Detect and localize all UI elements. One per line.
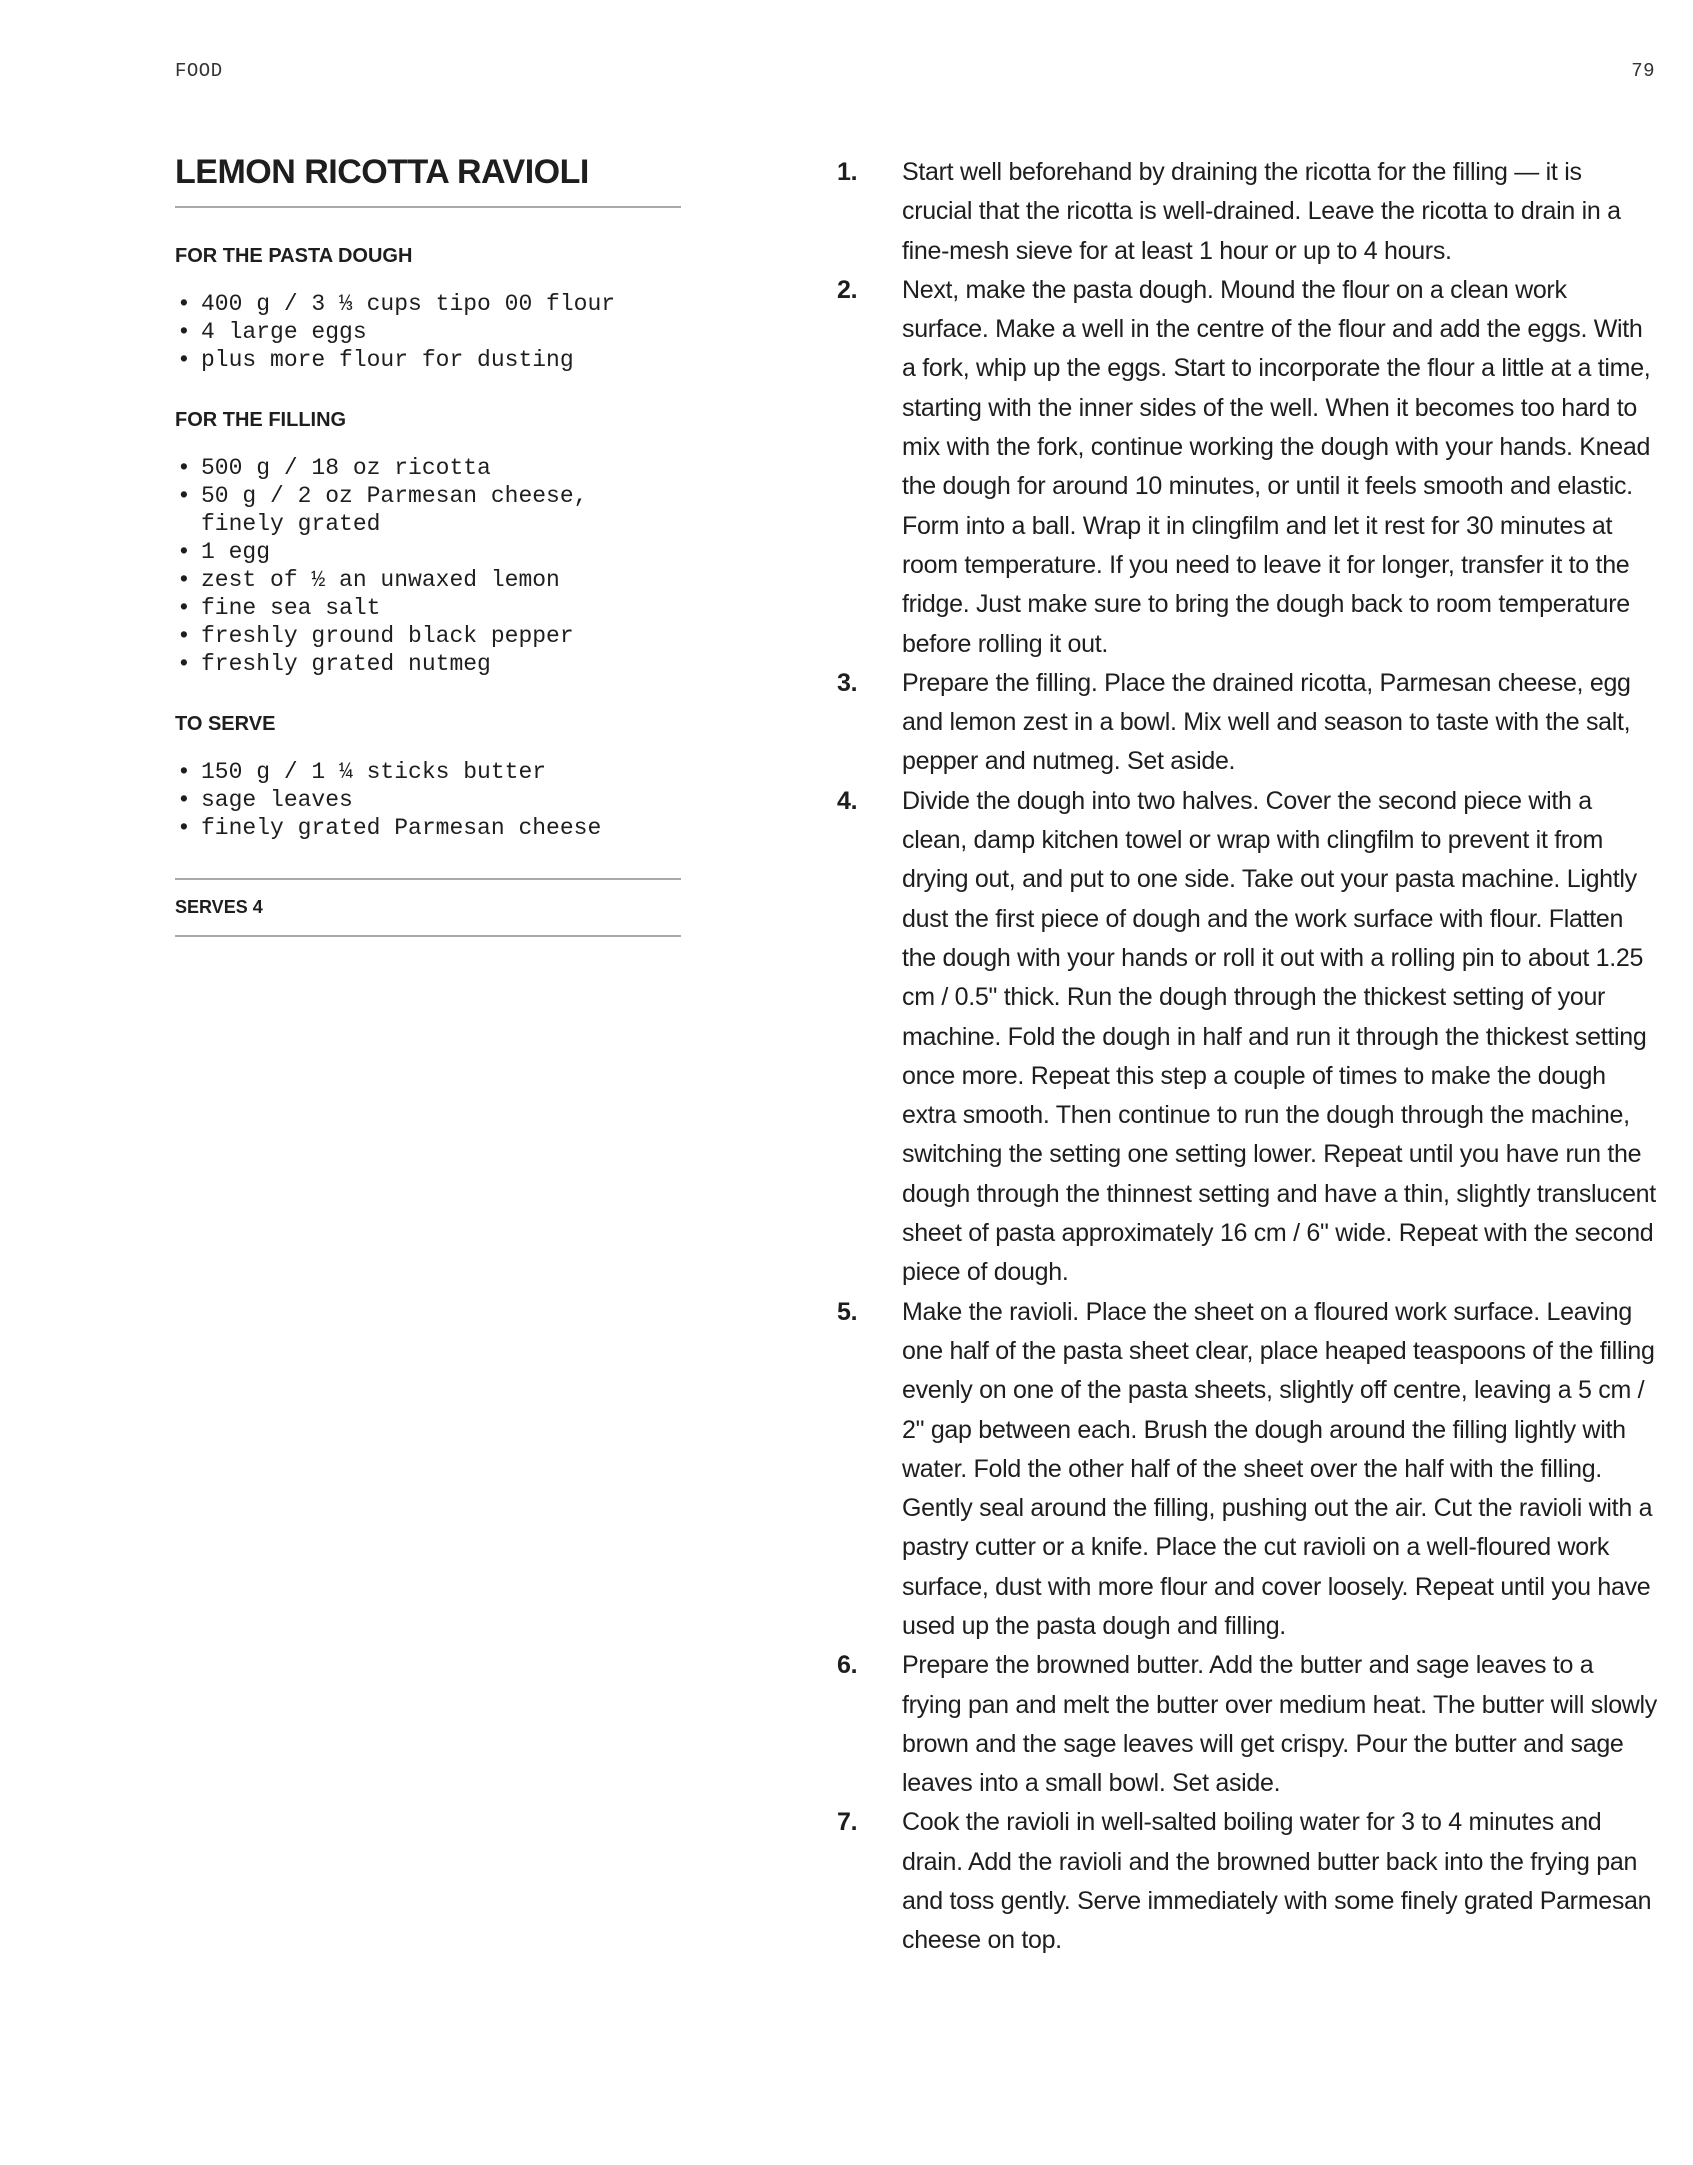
step-text: Prepare the filling. Place the drained ricotta, Parmesan cheese, egg and lemon zest in a bowl. Mix well and season to taste with the salt, pepper and nutmeg. Set aside. (902, 668, 1631, 776)
step-number: 4. (837, 786, 858, 815)
serves-box (175, 878, 681, 937)
ingredient-item: • 400 g / 3 ⅓ cups tipo 00 flour (175, 290, 681, 318)
section-heading: TO SERVE (175, 713, 276, 735)
step-number: 5. (837, 1297, 858, 1326)
step-number: 7. (837, 1808, 858, 1837)
method-steps (837, 153, 1657, 1961)
step-text: Next, make the pasta dough. Mound the flour on a clean work surface. Make a well in the centre of the flour and add the eggs. With a fork, whip up the eggs. Start to incorporate the flour a little at a time, starting with the inner sides of the well. When it becomes too hard to mix with the fork, continue working the dough with your hands. Knead the dough for around 10 minutes, or until it feels smooth and elastic. Form into a ball. Wrap it in clingfilm and let it rest for 30 minutes at room temperature. If you need to leave it for longer, transfer it to the fridge. Just make sure to bring the dough back to room temperature before rolling it out. (902, 275, 1651, 658)
step-text: Cook the ravioli in well-salted boiling water for 3 to 4 minutes and drain. Add the ravioli and the browned butter back into the frying pan and toss gently. Serve immediately with some finely grated Parmesan cheese on top. (902, 1808, 1652, 1955)
step-text: Start well beforehand by draining the ricotta for the filling — it is crucial that the ricotta is well-drained. Leave the ricotta to drain in a fine-mesh sieve for at least 1 hour or up to 4 hours. (902, 158, 1621, 265)
ingredient-list (175, 454, 681, 678)
ingredient-item: • freshly grated nutmeg (175, 650, 681, 678)
method-step (837, 271, 1657, 664)
section-heading: FOR THE FILLING (175, 409, 347, 431)
section-filling (175, 406, 681, 678)
method-step (837, 782, 1657, 1293)
ingredient-item: • fine sea salt (175, 594, 681, 622)
method-step (837, 664, 1657, 782)
ingredient-item: • 500 g / 18 oz ricotta (175, 454, 681, 482)
step-text: Make the ravioli. Place the sheet on a floured work surface. Leaving one half of the pasta sheet clear, place heaped teaspoons of the filling evenly on one of the pasta sheets, slightly off centre, leaving a 5 cm / 2" gap between each. Brush the dough around the filling lightly with water. Fold the other half of the sheet over the half with the filling. Gently seal around the filling, pushing out the air. Cut the ravioli with a pastry cutter or a knife. Place the cut ravioli on a well-floured work surface, dust with more flour and cover loosely. Repeat until you have used up the pasta dough and filling. (902, 1297, 1655, 1640)
ingredients-column (175, 148, 681, 937)
ingredient-item: • 4 large eggs (175, 318, 681, 346)
step-text: Prepare the browned butter. Add the butter and sage leaves to a frying pan and melt the butter over medium heat. The butter will slowly brown and the sage leaves will get crispy. Pour the butter and sage leaves into a small bowl. Set aside. (902, 1651, 1658, 1798)
step-number: 1. (837, 158, 858, 186)
ingredient-list (175, 290, 681, 374)
step-number: 6. (837, 1651, 858, 1680)
section-heading: FOR THE PASTA DOUGH (175, 245, 413, 267)
method-step (837, 1293, 1657, 1647)
method-step (837, 1646, 1657, 1803)
ingredient-item: • finely grated Parmesan cheese (175, 814, 681, 842)
section-to-serve (175, 710, 681, 842)
running-header-section: FOOD (175, 60, 223, 82)
step-number: 3. (837, 668, 858, 697)
method-step (837, 1803, 1657, 1960)
ingredient-item: • zest of ½ an unwaxed lemon (175, 566, 681, 594)
ingredient-item: • 1 egg (175, 538, 681, 566)
recipe-title: LEMON RICOTTA RAVIOLI (175, 148, 681, 208)
ingredient-item: • 150 g / 1 ¼ sticks butter (175, 758, 681, 786)
serves-label: SERVES 4 (175, 897, 263, 917)
ingredient-item: • freshly ground black pepper (175, 622, 681, 650)
step-number: 2. (837, 275, 858, 304)
ingredient-item: • sage leaves (175, 786, 681, 814)
section-pasta-dough (175, 242, 681, 374)
step-text: Divide the dough into two halves. Cover the second piece with a clean, damp kitchen towel or wrap with clingfilm to prevent it from drying out, and put to one side. Take out your pasta machine. Lightly dust the first piece of dough and the work surface with flour. Flatten the dough with your hands or roll it out with a rolling pin to about 1.25 cm / 0.5" thick. Run the dough through the thickest setting of your machine. Fold the dough in half and run it through the thickest setting once more. Repeat this step a couple of times to make the dough extra smooth. Then continue to run the dough through the machine, switching the setting one setting lower. Repeat until you have run the dough through the thinnest setting and have a thin, slightly translucent sheet of pasta approximately 16 cm / 6" wide. Repeat with the second piece of dough. (902, 786, 1656, 1287)
ingredient-item: • 50 g / 2 oz Parmesan cheese, finely grated (175, 482, 681, 538)
ingredient-item: • plus more flour for dusting (175, 346, 681, 374)
method-step (837, 153, 1657, 271)
page-number: 79 (1631, 60, 1655, 82)
ingredient-list (175, 758, 681, 842)
